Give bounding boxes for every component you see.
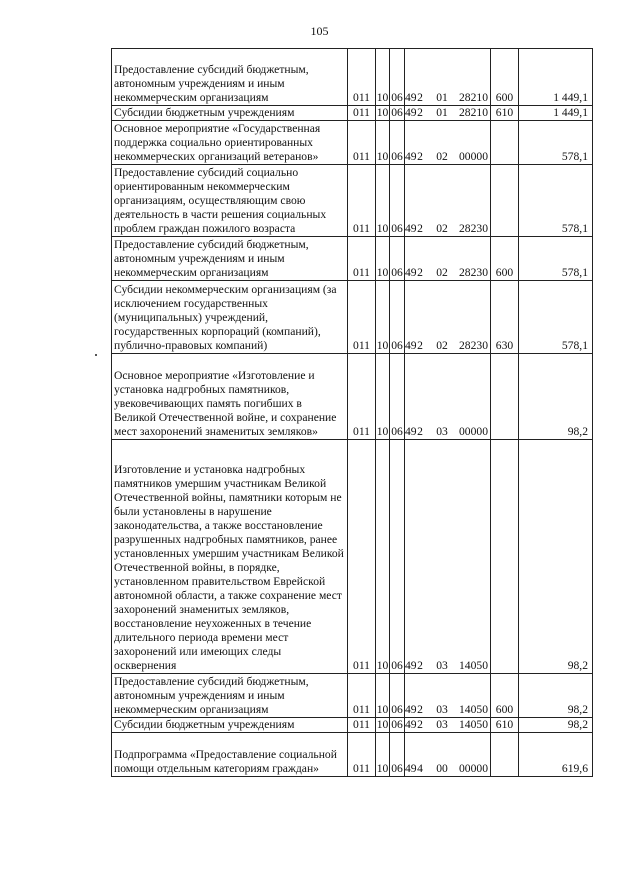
row-name: Основное мероприятие «Государственная поддержка социально ориентированных некоммерческих организаций ветеранов»	[112, 121, 348, 165]
event-code: 00	[436, 762, 448, 775]
ministry-code: 011	[348, 165, 376, 237]
section-code: 10	[376, 237, 390, 281]
amount: 98,2	[519, 674, 593, 718]
event-code: 02	[436, 222, 448, 235]
expense-type-code: 600	[491, 237, 519, 281]
program-code: 49	[405, 150, 417, 163]
subsection-code: 06	[390, 49, 405, 106]
amount: 98,2	[519, 718, 593, 733]
target-article-code	[405, 281, 491, 354]
table-row	[112, 718, 593, 733]
event-code: 02	[436, 266, 448, 279]
ministry-code: 011	[348, 674, 376, 718]
expense-type-code: 600	[491, 49, 519, 106]
ministry-code: 011	[348, 733, 376, 777]
table-row	[112, 49, 593, 106]
subprogram-code: 2	[417, 703, 423, 716]
program-code: 49	[405, 718, 417, 731]
program-code: 49	[405, 659, 417, 672]
row-name: Субсидии бюджетным учреждениям	[112, 718, 348, 733]
program-code: 49	[405, 339, 417, 352]
subsection-code: 06	[391, 106, 403, 119]
subsection-code: 06	[390, 281, 405, 354]
direction-code: 28230	[459, 339, 488, 352]
event-code: 02	[436, 339, 448, 352]
row-name: Предоставление субсидий бюджетным, автономным учреждениям и иным некоммерческим организациям	[112, 49, 348, 106]
direction-code: 00000	[459, 150, 488, 163]
program-code: 49	[405, 762, 417, 775]
target-article-code	[405, 674, 491, 718]
row-name: Основное мероприятие «Изготовление и установка надгробных памятников, увековечивающих память погибших в Великой Отечественной войне, и сохранение мест захоронений знаменитых земляков»	[112, 354, 348, 440]
target-article-code	[405, 106, 491, 121]
table-row	[112, 121, 593, 165]
section-code: 10	[376, 674, 390, 718]
subprogram-code: 2	[417, 266, 423, 279]
target-article-code	[405, 237, 491, 281]
row-name: Подпрограмма «Предоставление социальной помощи отдельным категориям граждан»	[112, 733, 348, 777]
section-code: 10	[376, 718, 389, 731]
target-article-code	[405, 440, 491, 674]
row-name: Предоставление субсидий бюджетным, автономным учреждениям и иным некоммерческим организациям	[112, 237, 348, 281]
event-code: 01	[436, 106, 448, 119]
section-code: 10	[376, 354, 390, 440]
subprogram-code: 2	[417, 659, 423, 672]
expense-type-code: 630	[491, 281, 519, 354]
subprogram-code: 4	[417, 762, 423, 775]
amount: 578,1	[519, 165, 593, 237]
subsection-code: 06	[390, 354, 405, 440]
program-code: 49	[405, 106, 417, 119]
program-code: 49	[405, 425, 417, 438]
table-row	[112, 165, 593, 237]
section-code: 10	[376, 106, 389, 119]
amount: 578,1	[519, 281, 593, 354]
subsection-code: 06	[390, 733, 405, 777]
table-row	[112, 674, 593, 718]
expense-type-code: 610	[491, 106, 519, 121]
section-code: 10	[376, 49, 390, 106]
row-name: Предоставление субсидий бюджетным, автономным учреждениям и иным некоммерческим организациям	[112, 674, 348, 718]
direction-code: 14050	[459, 703, 488, 716]
direction-code: 28230	[459, 266, 488, 279]
margin-mark	[95, 354, 97, 356]
expense-type-code	[491, 165, 519, 237]
amount: 619,6	[519, 733, 593, 777]
row-name: Субсидии некоммерческим организациям (за исключением государственных (муниципальных) учреждений, государственных корпораций (компаний), публично-правовых компаний)	[112, 281, 348, 354]
ministry-code: 011	[348, 237, 376, 281]
target-article-code	[405, 49, 491, 106]
ministry-code: 011	[348, 440, 376, 674]
ministry-code: 011	[348, 354, 376, 440]
target-article-code	[405, 733, 491, 777]
section-code: 10	[376, 440, 390, 674]
table-row	[112, 106, 593, 121]
row-name: Изготовление и установка надгробных памятников умершим участникам Великой Отечественной войны, памятники которым не были установлены в нарушение законодательства, а также восстановление разрушенных надгробных памятников, ранее установленных умершим участникам Великой Отечественной войны, в порядке, установленном правительством Еврейской автономной области, а также сохранение мест захоронений знаменитых земляков, восстановление неухоженных в течение длительного периода времени мест захоронений или имеющих следы осквернения	[112, 440, 348, 674]
subprogram-code: 2	[417, 106, 423, 119]
section-code: 10	[376, 733, 390, 777]
event-code: 03	[436, 659, 448, 672]
ministry-code: 011	[348, 281, 376, 354]
target-article-code	[405, 121, 491, 165]
subsection-code: 06	[390, 674, 405, 718]
amount: 1 449,1	[519, 106, 593, 121]
program-code: 49	[405, 703, 417, 716]
ministry-code: 011	[348, 718, 376, 733]
section-code: 10	[376, 121, 390, 165]
direction-code: 28210	[459, 91, 488, 104]
amount: 1 449,1	[519, 49, 593, 106]
section-code: 10	[376, 281, 390, 354]
subprogram-code: 2	[417, 339, 423, 352]
subsection-code: 06	[391, 718, 403, 731]
row-name: Предоставление субсидий социально ориентированным некоммерческим организациям, осуществляющим свою деятельность в части решения социальных проблем граждан пожилого возраста	[112, 165, 348, 237]
expense-type-code	[491, 354, 519, 440]
expense-type-code	[491, 733, 519, 777]
budget-table-body	[112, 49, 593, 777]
subprogram-code: 2	[417, 425, 423, 438]
table-row	[112, 237, 593, 281]
table-row	[112, 354, 593, 440]
expense-type-code	[491, 121, 519, 165]
program-code: 49	[405, 91, 417, 104]
subsection-code: 06	[390, 237, 405, 281]
amount: 98,2	[519, 440, 593, 674]
event-code: 03	[436, 425, 448, 438]
table-row	[112, 733, 593, 777]
direction-code: 14050	[459, 659, 488, 672]
subprogram-code: 2	[417, 718, 423, 731]
expense-type-code: 610	[491, 718, 519, 733]
subprogram-code: 2	[417, 91, 423, 104]
table-row	[112, 440, 593, 674]
ministry-code: 011	[348, 121, 376, 165]
subprogram-code: 2	[417, 222, 423, 235]
subsection-code: 06	[390, 440, 405, 674]
table-row	[112, 281, 593, 354]
direction-code: 28230	[459, 222, 488, 235]
amount: 578,1	[519, 121, 593, 165]
section-code: 10	[376, 165, 390, 237]
subsection-code: 06	[390, 121, 405, 165]
program-code: 49	[405, 266, 417, 279]
direction-code: 00000	[459, 425, 488, 438]
page-number: 105	[310, 24, 329, 38]
expense-type-code	[491, 440, 519, 674]
direction-code: 00000	[459, 762, 488, 775]
budget-table	[111, 48, 593, 777]
target-article-code	[405, 165, 491, 237]
event-code: 03	[436, 718, 448, 731]
ministry-code: 011	[348, 106, 376, 121]
expense-type-code: 600	[491, 674, 519, 718]
direction-code: 28210	[459, 106, 488, 119]
subsection-code: 06	[390, 165, 405, 237]
program-code: 49	[405, 222, 417, 235]
event-code: 02	[436, 150, 448, 163]
target-article-code	[405, 354, 491, 440]
amount: 578,1	[519, 237, 593, 281]
subprogram-code: 2	[417, 150, 423, 163]
event-code: 03	[436, 703, 448, 716]
event-code: 01	[436, 91, 448, 104]
ministry-code: 011	[348, 49, 376, 106]
amount: 98,2	[519, 354, 593, 440]
target-article-code	[405, 718, 491, 733]
direction-code: 14050	[459, 718, 488, 731]
row-name: Субсидии бюджетным учреждениям	[112, 106, 348, 121]
